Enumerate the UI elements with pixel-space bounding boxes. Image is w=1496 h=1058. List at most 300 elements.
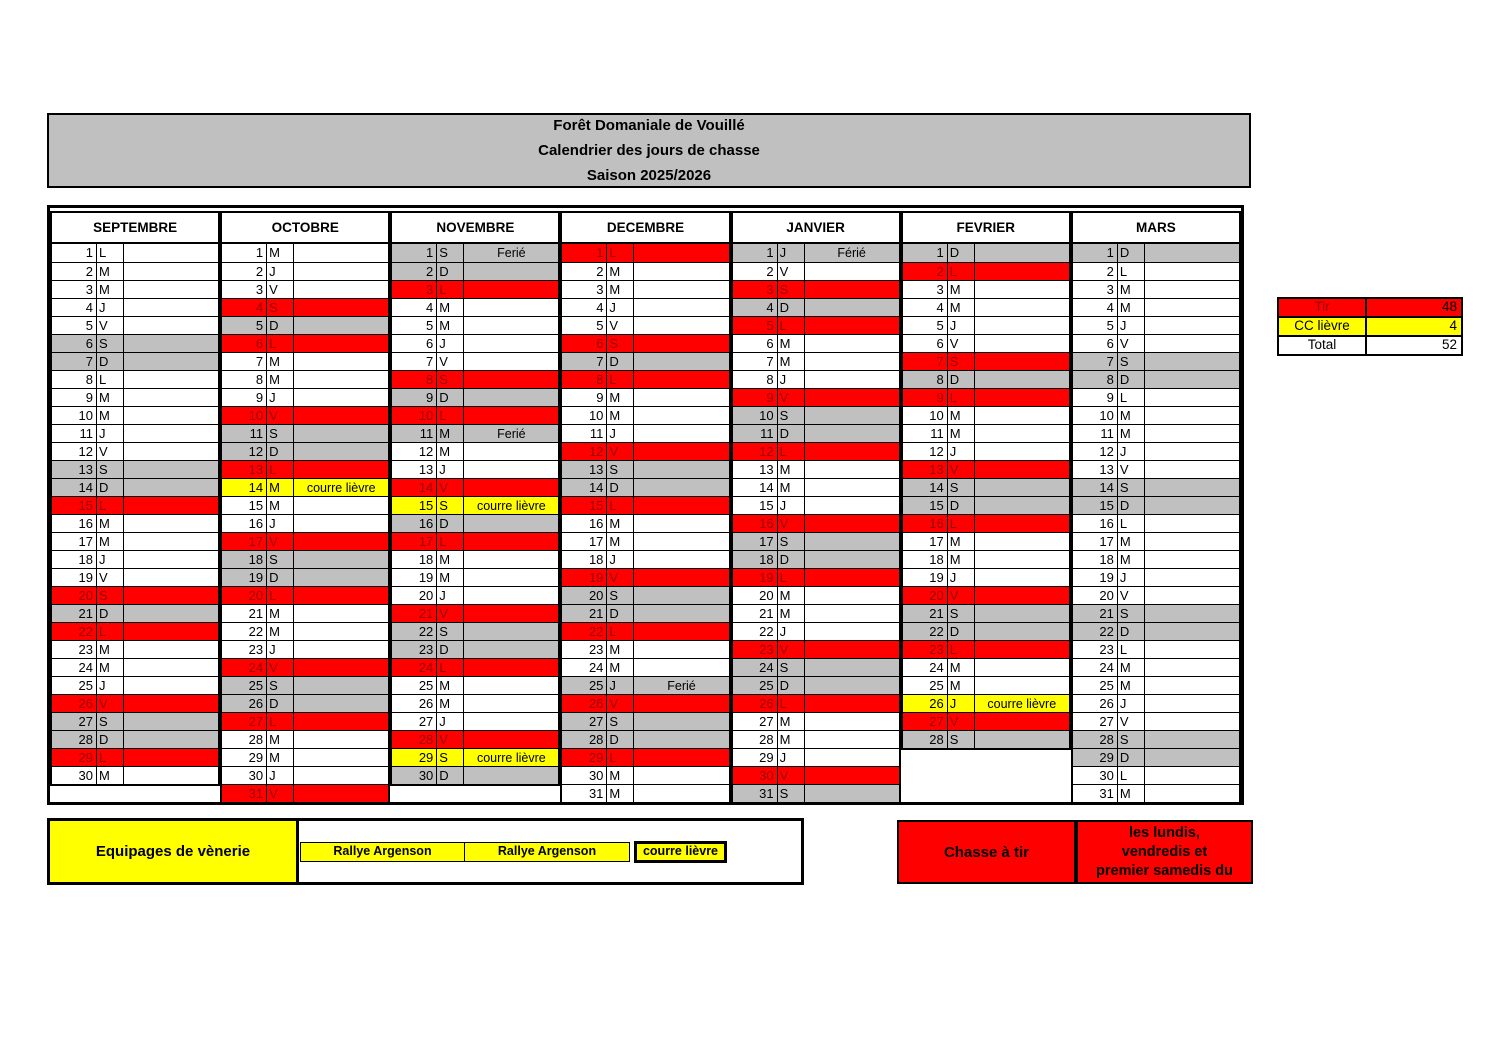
day-number-cell: 4 — [562, 298, 606, 316]
day-number-cell: 26 — [1073, 694, 1117, 712]
day-note-cell: Ferié — [463, 244, 558, 262]
day-letter-cell: J — [266, 514, 293, 532]
day-number-cell: 24 — [1073, 658, 1117, 676]
day-number-cell: 23 — [52, 640, 96, 658]
month-header: FEVRIER — [901, 211, 1071, 244]
day-note-cell — [123, 550, 218, 568]
day-letter-cell: L — [1117, 262, 1144, 280]
day-letter-cell: S — [1117, 730, 1144, 748]
day-note-cell — [804, 586, 899, 604]
day-number-cell: 11 — [222, 424, 266, 442]
rallye-strip — [300, 842, 630, 862]
day-note-cell — [974, 604, 1069, 622]
day-note-cell — [1144, 496, 1239, 514]
day-letter-cell: D — [96, 352, 123, 370]
day-letter-cell: S — [777, 784, 804, 802]
day-letter-cell: M — [606, 532, 633, 550]
day-letter-cell: J — [436, 460, 463, 478]
day-number-cell: 8 — [733, 370, 777, 388]
day-letter-cell: M — [777, 334, 804, 352]
day-letter-cell: V — [1117, 712, 1144, 730]
day-number-cell: 25 — [392, 676, 436, 694]
day-note-cell — [633, 460, 728, 478]
day-note-cell — [123, 388, 218, 406]
day-number-cell: 28 — [222, 730, 266, 748]
tir-days-line: premier samedis du — [1096, 862, 1233, 879]
day-number-cell: 16 — [733, 514, 777, 532]
day-number-cell: 11 — [52, 424, 96, 442]
day-letter-cell: J — [777, 496, 804, 514]
day-letter-cell: J — [777, 244, 804, 262]
day-note-cell — [633, 658, 728, 676]
day-note-cell — [463, 550, 558, 568]
day-letter-cell: M — [96, 658, 123, 676]
day-note-cell — [804, 442, 899, 460]
day-note-cell — [804, 406, 899, 424]
day-note-cell — [633, 406, 728, 424]
day-number-cell: 20 — [903, 586, 947, 604]
day-note-cell: Ferié — [463, 424, 558, 442]
day-letter-cell: S — [96, 712, 123, 730]
day-letter-cell: J — [266, 388, 293, 406]
day-note-cell — [293, 784, 388, 802]
day-letter-cell: S — [436, 748, 463, 766]
day-note-cell — [463, 730, 558, 748]
day-number-cell: 10 — [392, 406, 436, 424]
calendar-table — [47, 205, 1244, 805]
tir-days-line: vendredis et — [1121, 843, 1208, 860]
day-note-cell — [633, 748, 728, 766]
day-number-cell: 8 — [392, 370, 436, 388]
day-note-cell — [974, 298, 1069, 316]
day-number-cell: 25 — [562, 676, 606, 694]
day-number-cell: 5 — [222, 316, 266, 334]
summary-value: 48 — [1441, 299, 1457, 314]
day-number-cell: 21 — [52, 604, 96, 622]
day-number-cell: 27 — [562, 712, 606, 730]
day-note-cell — [633, 388, 728, 406]
day-note-cell — [463, 766, 558, 784]
day-note-cell — [804, 568, 899, 586]
day-note-cell — [633, 298, 728, 316]
day-note-cell — [974, 442, 1069, 460]
day-note-cell — [463, 334, 558, 352]
day-letter-cell: L — [266, 334, 293, 352]
day-note-cell — [804, 550, 899, 568]
day-note-cell — [463, 388, 558, 406]
day-number-cell: 23 — [1073, 640, 1117, 658]
day-letter-cell: L — [606, 370, 633, 388]
day-note-cell — [633, 712, 728, 730]
day-number-cell: 2 — [222, 262, 266, 280]
day-note-cell — [463, 694, 558, 712]
day-number-cell: 20 — [733, 586, 777, 604]
day-note-cell — [293, 298, 388, 316]
day-note-cell — [293, 550, 388, 568]
day-number-cell: 31 — [1073, 784, 1117, 802]
day-letter-cell: M — [947, 676, 974, 694]
day-letter-cell: M — [606, 658, 633, 676]
day-number-cell: 28 — [1073, 730, 1117, 748]
day-note-cell — [123, 406, 218, 424]
day-number-cell: 4 — [1073, 298, 1117, 316]
day-number-cell: 10 — [222, 406, 266, 424]
day-note-cell — [633, 766, 728, 784]
day-letter-cell: J — [777, 370, 804, 388]
day-number-cell: 26 — [562, 694, 606, 712]
day-letter-cell: M — [436, 694, 463, 712]
day-number-cell: 20 — [52, 586, 96, 604]
day-letter-cell: J — [606, 424, 633, 442]
day-number-cell: 28 — [52, 730, 96, 748]
day-note-cell: courre lièvre — [293, 478, 388, 496]
day-letter-cell: S — [777, 532, 804, 550]
day-letter-cell: S — [96, 334, 123, 352]
day-letter-cell: M — [436, 298, 463, 316]
day-letter-cell: L — [777, 694, 804, 712]
day-note-cell — [974, 370, 1069, 388]
day-letter-cell: L — [96, 748, 123, 766]
day-note-cell — [1144, 748, 1239, 766]
day-number-cell: 29 — [733, 748, 777, 766]
day-note-cell — [293, 514, 388, 532]
day-note-cell — [633, 334, 728, 352]
day-number-cell: 26 — [903, 694, 947, 712]
day-number-cell: 9 — [1073, 388, 1117, 406]
day-number-cell: 29 — [52, 748, 96, 766]
day-note-cell — [974, 514, 1069, 532]
day-letter-cell: D — [436, 640, 463, 658]
day-note-cell — [804, 496, 899, 514]
day-note-cell — [974, 316, 1069, 334]
venerie-label: Equipages de vènerie — [50, 821, 299, 882]
day-number-cell: 30 — [52, 766, 96, 784]
day-note-cell — [463, 298, 558, 316]
day-number-cell: 4 — [903, 298, 947, 316]
day-letter-cell: M — [947, 658, 974, 676]
day-letter-cell: S — [436, 622, 463, 640]
summary-label: CC lièvre — [1279, 318, 1367, 335]
day-note-cell — [123, 676, 218, 694]
day-letter-cell: D — [266, 694, 293, 712]
day-note-cell — [633, 496, 728, 514]
day-number-cell: 7 — [1073, 352, 1117, 370]
day-number-cell: 21 — [733, 604, 777, 622]
summary-table — [1277, 297, 1463, 356]
day-number-cell: 30 — [733, 766, 777, 784]
day-note-cell — [974, 388, 1069, 406]
day-letter-cell: D — [266, 442, 293, 460]
day-letter-cell: V — [777, 262, 804, 280]
day-number-cell: 30 — [222, 766, 266, 784]
day-number-cell: 13 — [733, 460, 777, 478]
title-bar — [47, 113, 1251, 188]
day-note-cell — [123, 262, 218, 280]
day-note-cell — [974, 676, 1069, 694]
day-number-cell: 1 — [52, 244, 96, 262]
day-letter-cell: V — [266, 532, 293, 550]
day-letter-cell: M — [266, 622, 293, 640]
day-number-cell: 9 — [392, 388, 436, 406]
day-letter-cell: J — [947, 568, 974, 586]
day-note-cell — [1144, 388, 1239, 406]
day-number-cell: 5 — [903, 316, 947, 334]
day-number-cell: 30 — [562, 766, 606, 784]
day-note-cell — [633, 568, 728, 586]
day-number-cell: 17 — [222, 532, 266, 550]
day-letter-cell: L — [1117, 388, 1144, 406]
day-number-cell: 20 — [222, 586, 266, 604]
day-number-cell: 28 — [562, 730, 606, 748]
day-number-cell: 24 — [903, 658, 947, 676]
day-note-cell — [123, 694, 218, 712]
day-letter-cell: V — [947, 712, 974, 730]
day-letter-cell: M — [606, 766, 633, 784]
day-note-cell — [633, 352, 728, 370]
day-number-cell: 14 — [392, 478, 436, 496]
day-letter-cell: M — [436, 676, 463, 694]
day-note-cell — [633, 550, 728, 568]
day-letter-cell: M — [96, 388, 123, 406]
day-number-cell: 25 — [222, 676, 266, 694]
day-letter-cell: D — [947, 622, 974, 640]
day-letter-cell: S — [266, 550, 293, 568]
day-note-cell — [123, 766, 218, 784]
month-octobre — [220, 211, 390, 804]
day-number-cell: 17 — [562, 532, 606, 550]
day-number-cell: 14 — [1073, 478, 1117, 496]
day-letter-cell: V — [1117, 334, 1144, 352]
day-note-cell — [974, 532, 1069, 550]
day-note-cell — [633, 640, 728, 658]
day-number-cell: 16 — [562, 514, 606, 532]
day-letter-cell: M — [436, 424, 463, 442]
day-letter-cell: D — [606, 730, 633, 748]
courre-lievre-box: courre lièvre — [634, 841, 727, 863]
day-note-cell — [1144, 622, 1239, 640]
day-note-cell — [633, 604, 728, 622]
day-note-cell: courre lièvre — [974, 694, 1069, 712]
day-letter-cell: M — [777, 586, 804, 604]
day-number-cell: 31 — [562, 784, 606, 802]
day-note-cell — [463, 352, 558, 370]
day-letter-cell: L — [436, 532, 463, 550]
day-letter-cell: S — [947, 352, 974, 370]
day-note-cell — [974, 478, 1069, 496]
day-note-cell — [804, 712, 899, 730]
day-note-cell — [123, 280, 218, 298]
day-number-cell: 16 — [52, 514, 96, 532]
day-letter-cell: M — [436, 442, 463, 460]
day-number-cell: 11 — [562, 424, 606, 442]
day-number-cell: 29 — [562, 748, 606, 766]
day-letter-cell: J — [1117, 694, 1144, 712]
day-letter-cell: J — [947, 442, 974, 460]
day-letter-cell: S — [947, 604, 974, 622]
day-letter-cell: V — [947, 460, 974, 478]
day-number-cell: 3 — [903, 280, 947, 298]
day-note-cell — [123, 316, 218, 334]
day-letter-cell: M — [96, 532, 123, 550]
day-note-cell — [293, 424, 388, 442]
day-number-cell: 24 — [222, 658, 266, 676]
day-number-cell: 29 — [1073, 748, 1117, 766]
day-number-cell: 23 — [392, 640, 436, 658]
summary-row — [1279, 335, 1461, 354]
day-number-cell: 9 — [562, 388, 606, 406]
day-letter-cell: V — [777, 388, 804, 406]
day-note-cell — [293, 370, 388, 388]
day-letter-cell: M — [1117, 424, 1144, 442]
day-letter-cell: L — [266, 712, 293, 730]
day-number-cell: 14 — [562, 478, 606, 496]
day-letter-cell: D — [777, 550, 804, 568]
day-letter-cell: D — [96, 730, 123, 748]
day-letter-cell: D — [266, 568, 293, 586]
day-letter-cell: L — [947, 514, 974, 532]
day-letter-cell: M — [266, 604, 293, 622]
day-number-cell: 7 — [733, 352, 777, 370]
day-letter-cell: M — [266, 244, 293, 262]
day-letter-cell: M — [436, 316, 463, 334]
day-number-cell: 20 — [392, 586, 436, 604]
day-note-cell — [463, 640, 558, 658]
day-letter-cell: L — [96, 622, 123, 640]
day-number-cell: 18 — [903, 550, 947, 568]
title-line-2: Calendrier des jours de chasse — [538, 142, 760, 159]
day-letter-cell: J — [606, 550, 633, 568]
day-letter-cell: S — [606, 460, 633, 478]
day-number-cell: 15 — [222, 496, 266, 514]
day-letter-cell: M — [947, 532, 974, 550]
day-number-cell: 4 — [222, 298, 266, 316]
day-note-cell — [974, 244, 1069, 262]
day-letter-cell: M — [96, 640, 123, 658]
month-fevrier — [901, 211, 1071, 750]
day-note-cell — [463, 460, 558, 478]
day-number-cell: 24 — [562, 658, 606, 676]
day-letter-cell: M — [1117, 280, 1144, 298]
day-note-cell — [1144, 406, 1239, 424]
day-note-cell — [1144, 424, 1239, 442]
day-note-cell — [123, 424, 218, 442]
day-number-cell: 15 — [392, 496, 436, 514]
day-note-cell — [463, 442, 558, 460]
day-number-cell: 15 — [52, 496, 96, 514]
day-note-cell — [804, 532, 899, 550]
day-letter-cell: S — [266, 298, 293, 316]
day-letter-cell: S — [1117, 352, 1144, 370]
day-note-cell — [463, 406, 558, 424]
day-note-cell — [804, 316, 899, 334]
day-letter-cell: V — [266, 784, 293, 802]
day-letter-cell: M — [947, 298, 974, 316]
chasse-a-tir-box: Chasse à tir — [897, 820, 1076, 884]
day-note-cell — [293, 280, 388, 298]
day-number-cell: 24 — [392, 658, 436, 676]
day-note-cell — [1144, 730, 1239, 748]
day-number-cell: 5 — [52, 316, 96, 334]
summary-value: 4 — [1449, 318, 1457, 333]
day-number-cell: 3 — [1073, 280, 1117, 298]
day-letter-cell: D — [777, 298, 804, 316]
day-letter-cell: M — [436, 550, 463, 568]
day-note-cell — [804, 604, 899, 622]
day-letter-cell: M — [1117, 658, 1144, 676]
day-note-cell — [293, 568, 388, 586]
day-note-cell — [293, 352, 388, 370]
day-number-cell: 30 — [1073, 766, 1117, 784]
day-number-cell: 7 — [562, 352, 606, 370]
day-number-cell: 22 — [52, 622, 96, 640]
day-number-cell: 23 — [903, 640, 947, 658]
day-note-cell — [804, 766, 899, 784]
day-letter-cell: S — [777, 658, 804, 676]
day-letter-cell: L — [1117, 514, 1144, 532]
day-note-cell — [123, 712, 218, 730]
tir-days-box — [1076, 820, 1253, 884]
day-number-cell: 20 — [1073, 586, 1117, 604]
day-letter-cell: V — [436, 478, 463, 496]
day-number-cell: 18 — [733, 550, 777, 568]
day-number-cell: 26 — [222, 694, 266, 712]
day-note-cell — [974, 622, 1069, 640]
day-letter-cell: M — [1117, 532, 1144, 550]
day-number-cell: 19 — [222, 568, 266, 586]
day-letter-cell: V — [266, 658, 293, 676]
day-number-cell: 7 — [392, 352, 436, 370]
day-letter-cell: M — [96, 406, 123, 424]
day-number-cell: 17 — [392, 532, 436, 550]
day-note-cell — [974, 712, 1069, 730]
day-number-cell: 27 — [392, 712, 436, 730]
day-letter-cell: V — [777, 640, 804, 658]
day-note-cell — [633, 424, 728, 442]
day-letter-cell: M — [777, 604, 804, 622]
day-letter-cell: L — [947, 388, 974, 406]
day-letter-cell: M — [777, 352, 804, 370]
day-letter-cell: M — [777, 730, 804, 748]
month-septembre — [50, 211, 220, 786]
day-letter-cell: J — [947, 316, 974, 334]
day-letter-cell: M — [777, 460, 804, 478]
month-grid — [1071, 244, 1241, 804]
day-number-cell: 8 — [562, 370, 606, 388]
day-note-cell — [123, 748, 218, 766]
day-number-cell: 28 — [392, 730, 436, 748]
day-number-cell: 5 — [1073, 316, 1117, 334]
day-letter-cell: L — [777, 568, 804, 586]
day-number-cell: 27 — [222, 712, 266, 730]
month-header: JANVIER — [731, 211, 901, 244]
day-note-cell — [1144, 604, 1239, 622]
day-letter-cell: S — [947, 478, 974, 496]
day-number-cell: 6 — [222, 334, 266, 352]
month-grid — [560, 244, 730, 804]
day-letter-cell: S — [606, 712, 633, 730]
day-letter-cell: S — [777, 406, 804, 424]
day-letter-cell: M — [606, 784, 633, 802]
day-note-cell: Ferié — [633, 676, 728, 694]
day-number-cell: 8 — [52, 370, 96, 388]
day-note-cell — [463, 586, 558, 604]
day-note-cell — [1144, 442, 1239, 460]
day-note-cell — [1144, 334, 1239, 352]
day-letter-cell: V — [266, 280, 293, 298]
day-letter-cell: M — [606, 280, 633, 298]
month-header: MARS — [1071, 211, 1241, 244]
day-note-cell — [1144, 316, 1239, 334]
